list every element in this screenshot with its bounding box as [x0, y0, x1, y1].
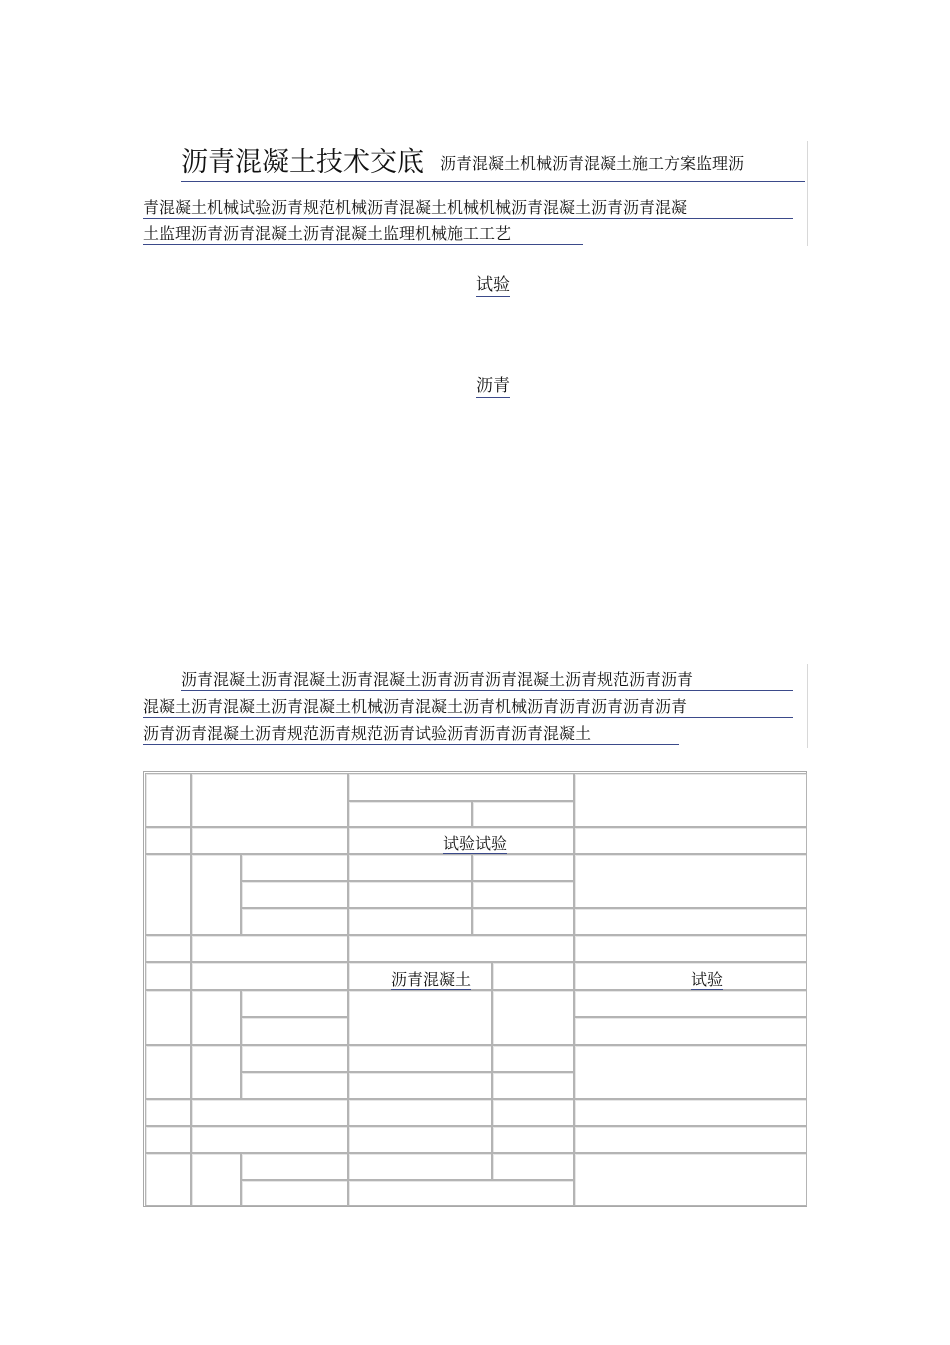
table-cell: [145, 827, 191, 854]
table-cell: [574, 1017, 807, 1045]
center-word-2: 沥青: [476, 376, 510, 396]
body-paragraph: [143, 664, 808, 748]
table-cell-text: 试验: [691, 970, 724, 989]
table-cell: [145, 935, 191, 962]
table-cell: [241, 881, 348, 908]
table-cell: [241, 908, 348, 935]
table-cell: [472, 801, 574, 827]
table-cell: [574, 1099, 807, 1126]
table-cell: [348, 881, 472, 908]
table-cell: [492, 990, 574, 1045]
center-word-1: 试验: [476, 275, 510, 295]
table-cell: [191, 773, 348, 827]
table-cell: [492, 1099, 574, 1126]
table-cell: [574, 1045, 807, 1099]
table-cell: [348, 1126, 492, 1153]
table-cell: [574, 827, 807, 854]
table-cell: [348, 854, 472, 881]
table-cell: [145, 1099, 191, 1126]
table-cell: [241, 1017, 348, 1045]
header-line-1: [181, 147, 805, 182]
table-cell: [492, 1072, 574, 1099]
table-cell: [574, 990, 807, 1017]
table-cell: [348, 1153, 492, 1180]
table-cell: [348, 962, 492, 990]
header-line-3: [143, 224, 583, 245]
table-cell: [492, 1045, 574, 1072]
table-cell: [574, 1126, 807, 1153]
document-title: 沥青混凝土技术交底: [181, 147, 424, 178]
body-line-1: 沥青混凝土沥青混凝土沥青混凝土沥青沥青沥青混凝土沥青规范沥青沥青: [181, 670, 793, 691]
table-cell: [191, 1153, 241, 1206]
table-cell: [191, 827, 348, 854]
table-cell: [241, 1153, 348, 1180]
table-cell: [574, 1153, 807, 1206]
table-cell: [191, 854, 241, 935]
spec-table: [143, 771, 807, 1207]
header-line-2-text: 青混凝土机械试验沥青规范机械沥青混凝土机械机械沥青混凝土沥青沥青混凝: [143, 198, 688, 217]
table-cell: [348, 1180, 574, 1206]
table-cell: [145, 1153, 191, 1206]
header-line-3-text: 土监理沥青沥青混凝土沥青混凝土监理机械施工工艺: [143, 224, 512, 243]
table-cell: [241, 1180, 348, 1206]
table-cell: [191, 1045, 241, 1099]
table-cell: [492, 1153, 574, 1180]
table-cell: [492, 1126, 574, 1153]
table-cell: [145, 854, 191, 935]
table-cell: [191, 1099, 348, 1126]
table-cell: [191, 935, 348, 962]
header-paragraph: [143, 141, 808, 246]
table-cell: [241, 1072, 348, 1099]
table-cell: [348, 935, 574, 962]
table-cell: [145, 1045, 191, 1099]
table-cell: [145, 990, 191, 1045]
table-cell: [472, 908, 574, 935]
table-cell: [241, 854, 348, 881]
table-cell: [191, 990, 241, 1045]
table-cell: [241, 990, 348, 1017]
body-line-2: 混凝土沥青混凝土沥青混凝土机械沥青混凝土沥青机械沥青沥青沥青沥青沥青: [143, 697, 793, 718]
table-cell: [472, 881, 574, 908]
header-line-2: [143, 198, 793, 219]
table-cell-text: 试验试验: [443, 834, 508, 853]
table-cell: [574, 854, 807, 908]
table-cell: [241, 1045, 348, 1072]
table-cell: [348, 1072, 492, 1099]
table-cell: [348, 801, 472, 827]
table-cell: [145, 773, 191, 827]
table-cell: [348, 990, 492, 1045]
table-cell-text: 沥青混凝土: [391, 970, 472, 989]
table-cell: [574, 935, 807, 962]
table-cell: [348, 908, 472, 935]
table-cell: [348, 1099, 492, 1126]
table-cell: [145, 1126, 191, 1153]
table-cell: [348, 773, 574, 801]
table-cell: [492, 962, 574, 990]
header-line-1-text: 沥青混凝土机械沥青混凝土施工方案监理沥: [440, 154, 745, 173]
table-cell: [191, 962, 348, 990]
body-line-3: 沥青沥青混凝土沥青规范沥青规范沥青试验沥青沥青沥青混凝土: [143, 724, 679, 745]
table-cell: [472, 854, 574, 881]
table-cell: [574, 962, 807, 990]
table-cell: [574, 908, 807, 935]
table-cell: [348, 827, 574, 854]
table-cell: [574, 773, 807, 827]
table-cell: [191, 1126, 348, 1153]
table-cell: [145, 962, 191, 990]
table-cell: [348, 1045, 492, 1072]
